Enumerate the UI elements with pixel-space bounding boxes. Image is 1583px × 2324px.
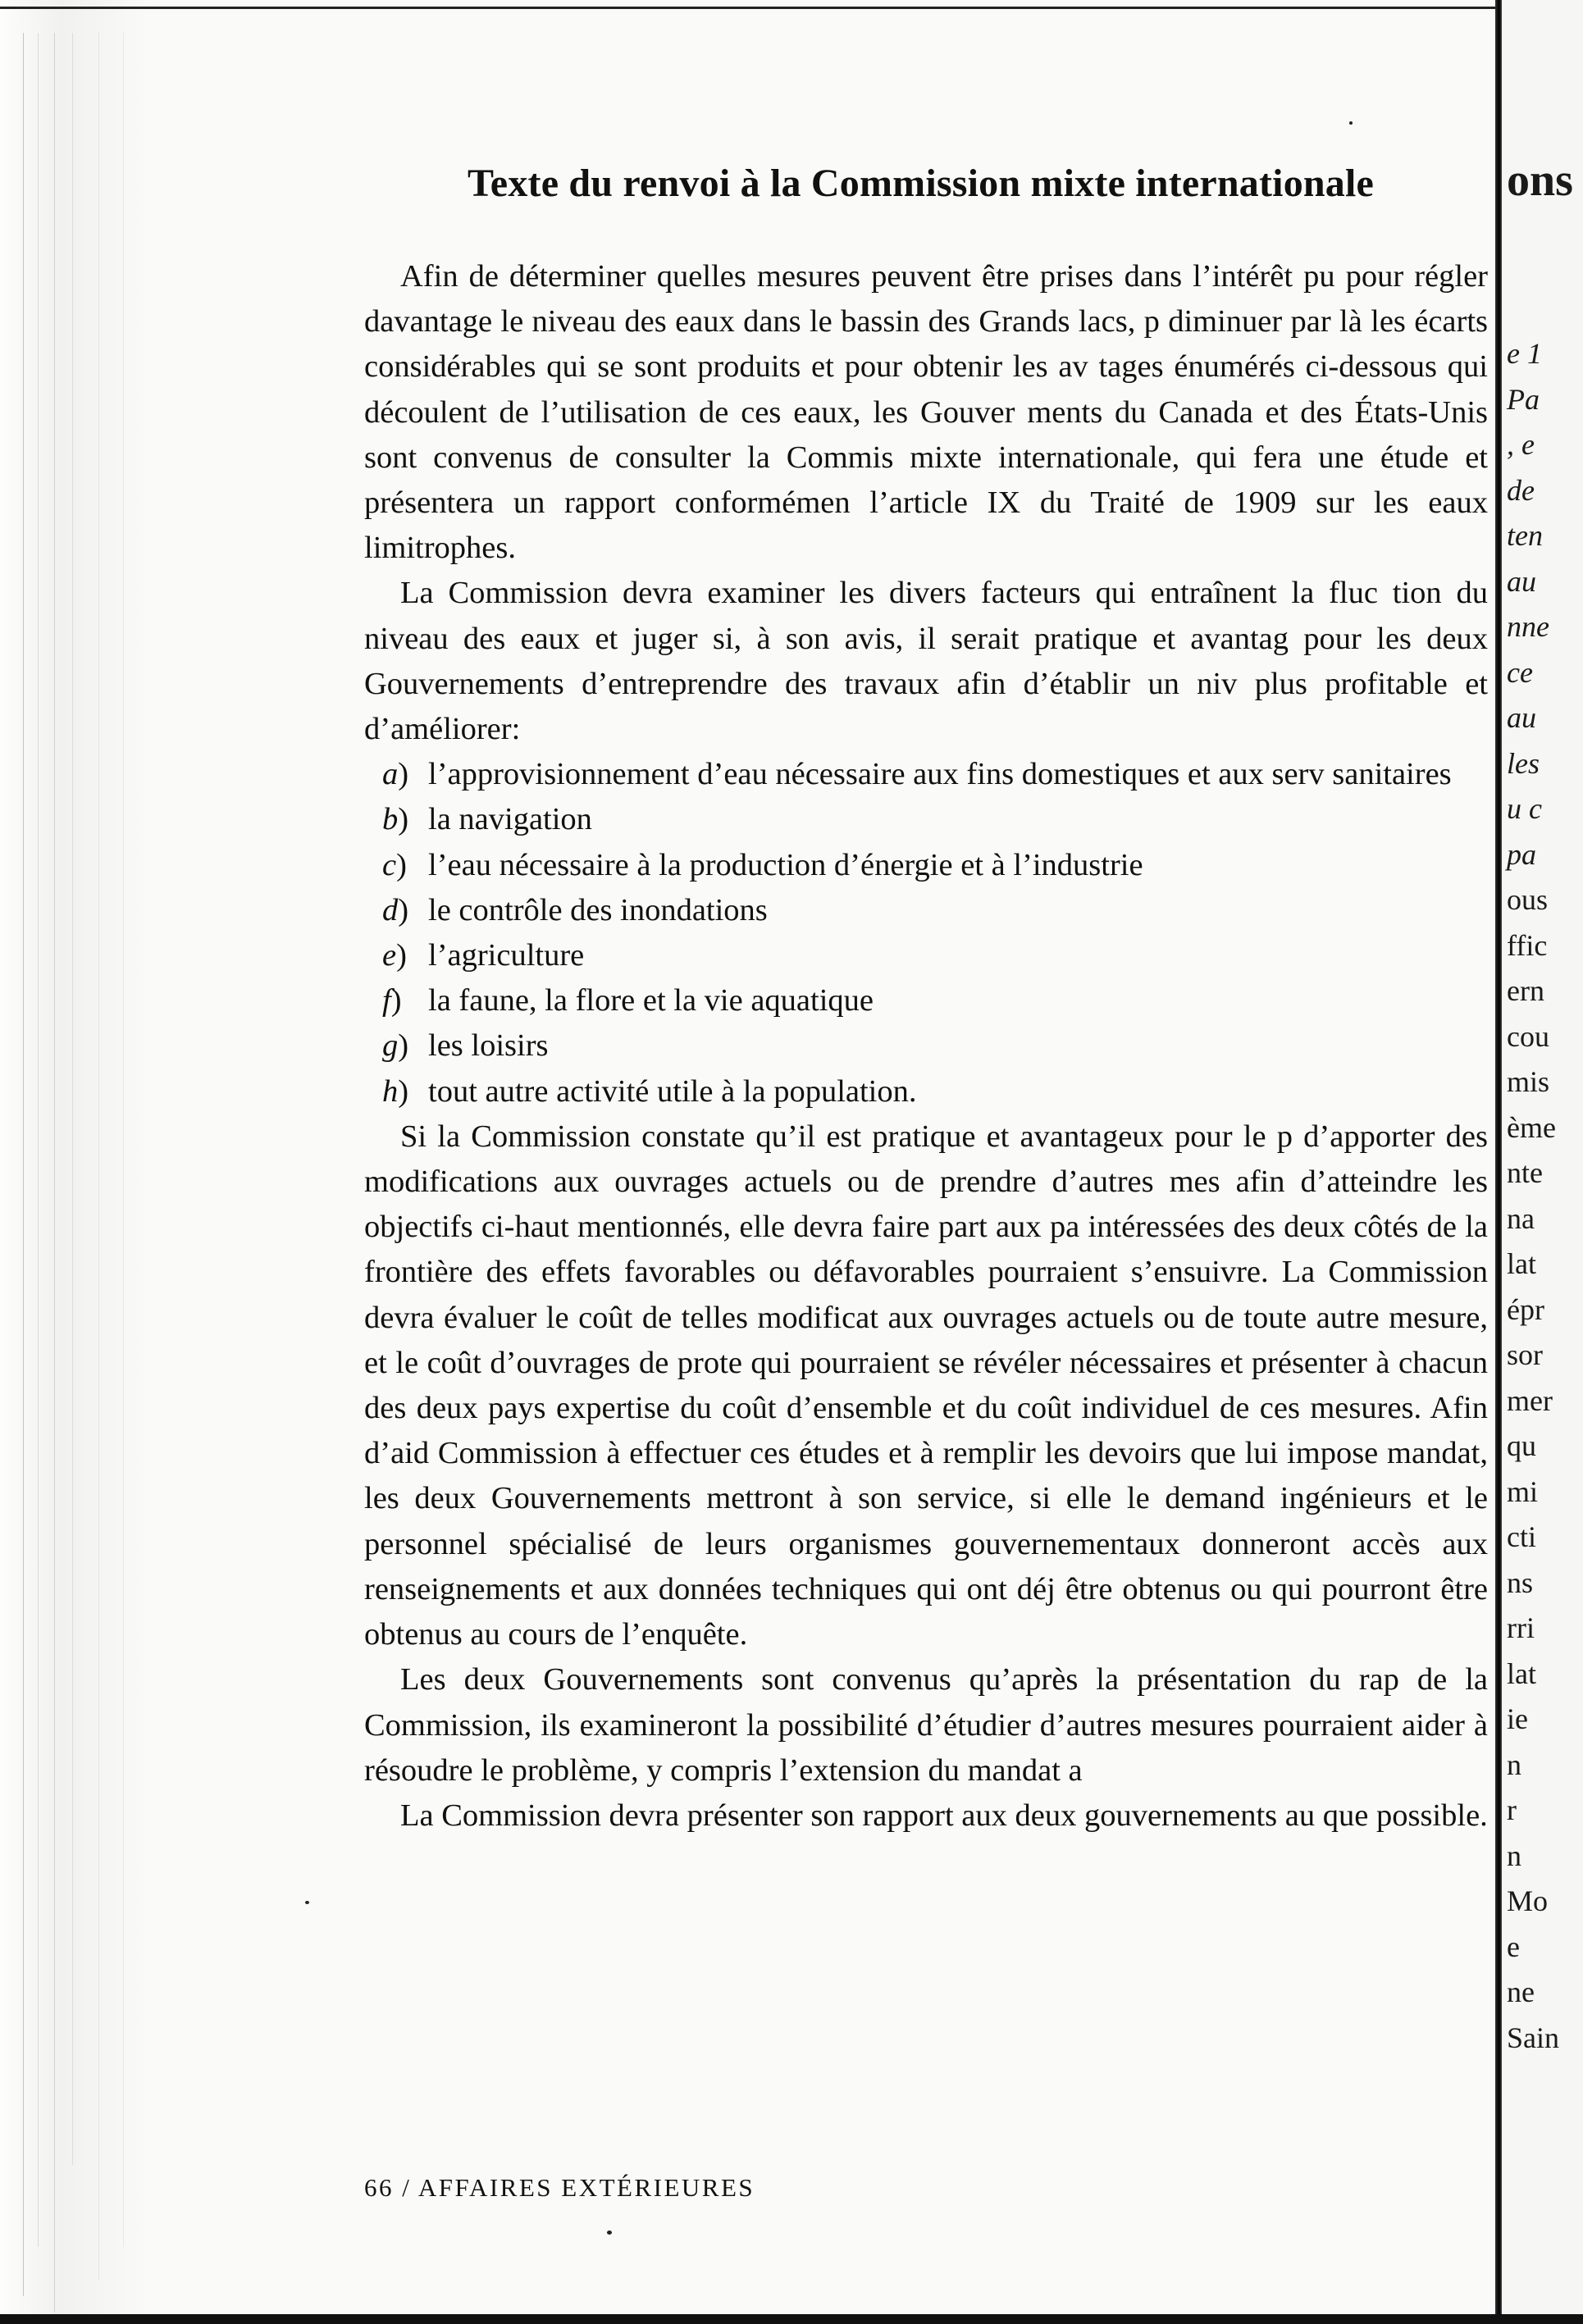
adjacent-line-fragment: Pa — [1507, 382, 1540, 416]
adjacent-line-fragment: n — [1507, 1748, 1521, 1781]
adjacent-line-fragment: ie — [1507, 1702, 1528, 1735]
adjacent-line-fragment: , e — [1507, 428, 1535, 461]
list-item-text: les loisirs — [428, 1028, 549, 1064]
list-marker: c ) — [382, 843, 407, 888]
adjacent-line-fragment: sor — [1507, 1338, 1543, 1371]
paragraph-2: La Commission devra examiner les divers facteurs qui entraînent la fluc tion du niveau des eaux et juger si, à son avis, il serait pratique et avantag pour les deux Gouvernements d’entreprendre des travaux afin d’établir un niv plus profitable et d’améliorer: — [364, 576, 1488, 747]
adjacent-line-fragment: épr — [1507, 1292, 1544, 1326]
paragraph-1: Afin de déterminer quelles mesures peuvent être prises dans l’intérêt pu pour régler davantage le niveau des eaux dans le bassin des Grands lacs, p diminuer par là les écarts considérables qui se sont produits et pour obtenir les av tages énumérés ci-dessous qui découlent de l’utilisation de ces eaux, les Gouver ments du Canada et des États-Unis sont convenus de consulter la Commis mixte internationale, qui fera une étude et présentera un rapport conformémen l’article IX du Traité de 1909 sur les eaux limitrophes. — [364, 259, 1488, 566]
adjacent-line-fragment: ns — [1507, 1565, 1534, 1599]
left-binding-gutter — [0, 0, 152, 2324]
list-item — [382, 888, 1488, 933]
adjacent-line-fragment: de — [1507, 473, 1535, 507]
adjacent-line-fragment: cti — [1507, 1520, 1536, 1553]
list-marker: b ) — [382, 797, 408, 842]
list-marker: d ) — [382, 888, 408, 933]
adjacent-line-fragment: nne — [1507, 610, 1549, 643]
scan-speck — [607, 2231, 612, 2235]
adjacent-line-fragment: r — [1507, 1793, 1517, 1826]
list-item — [382, 1069, 1488, 1114]
list-item-text: l’eau nécessaire à la production d’énergie et à l’industrie — [428, 847, 1143, 882]
scan-speck — [305, 1901, 309, 1904]
adjacent-line-fragment: mi — [1507, 1474, 1539, 1508]
adjacent-line-fragment: e 1 — [1507, 337, 1542, 370]
adjacent-line-fragment: n — [1507, 1839, 1521, 1872]
adjacent-line-fragment: rri — [1507, 1611, 1535, 1644]
scan-line — [98, 33, 99, 2280]
adjacent-line-fragment: au — [1507, 701, 1536, 734]
paragraph-5: La Commission devra présenter son rapport aux deux gouvernements au que possible. — [400, 1798, 1488, 1833]
list-marker: f ) — [382, 978, 402, 1023]
adjacent-line-fragment: Mo — [1507, 1884, 1549, 1917]
list-item-text: la faune, la flore et la vie aquatique — [428, 983, 874, 1018]
list-marker: h ) — [382, 1069, 408, 1114]
scan-line — [38, 33, 39, 2247]
adjacent-page-fragment — [1502, 0, 1583, 2324]
adjacent-line-fragment: au — [1507, 564, 1536, 598]
adjacent-line-fragment: qu — [1507, 1429, 1536, 1462]
list-item — [382, 933, 1488, 978]
adjacent-line-fragment: u c — [1507, 792, 1542, 825]
list-item-text: tout autre activité utile à la population. — [428, 1073, 917, 1109]
adjacent-line-fragment: lat — [1507, 1247, 1536, 1280]
adjacent-title-fragment: ons — [1507, 155, 1573, 206]
adjacent-line-fragment: mis — [1507, 1065, 1550, 1098]
paragraph-4: Les deux Gouvernements sont convenus qu’après la présentation du rap de la Commission, ils examineront la possibilité d’étudier d’autres mesures pourraient aider à résoudre le problème, y compris l’extension du mandat a — [364, 1662, 1488, 1788]
adjacent-line-fragment: nte — [1507, 1156, 1543, 1189]
scan-speck — [1349, 121, 1353, 125]
list-item — [382, 978, 1488, 1023]
adjacent-line-fragment: ème — [1507, 1110, 1556, 1144]
adjacent-line-fragment: e — [1507, 1930, 1520, 1963]
list-marker: g ) — [382, 1023, 408, 1069]
adjacent-line-fragment: les — [1507, 746, 1540, 780]
adjacent-line-fragment: ce — [1507, 655, 1533, 689]
adjacent-line-fragment: ous — [1507, 883, 1549, 916]
scan-line — [23, 33, 24, 2296]
document-body — [364, 254, 1488, 1839]
scan-line — [54, 33, 55, 2313]
adjacent-line-fragment: ten — [1507, 519, 1543, 552]
binding-fold-shadow — [1495, 0, 1502, 2324]
adjacent-line-fragment: ern — [1507, 974, 1544, 1007]
list-item-text: le contrôle des inondations — [428, 892, 768, 927]
adjacent-line-fragment: Sain — [1507, 2021, 1560, 2054]
scan-line — [123, 33, 124, 2247]
adjacent-line-fragment: ffic — [1507, 928, 1548, 962]
adjacent-line-fragment: pa — [1507, 837, 1536, 871]
adjacent-line-fragment: cou — [1507, 1019, 1549, 1053]
list-marker: e ) — [382, 933, 407, 978]
list-marker: a ) — [382, 752, 408, 797]
list-item — [382, 797, 1488, 842]
top-edge-rule — [0, 7, 1501, 9]
page-footer: 66 / AFFAIRES EXTÉRIEURES — [364, 2173, 755, 2202]
adjacent-line-fragment: mer — [1507, 1383, 1553, 1417]
page-title: Texte du renvoi à la Commission mixte internationale — [468, 162, 1375, 205]
adjacent-line-fragment: na — [1507, 1201, 1535, 1235]
list-item-text: la navigation — [428, 802, 592, 837]
list-item-text: l’agriculture — [428, 938, 585, 973]
scan-line — [72, 33, 73, 2165]
bottom-edge-rule — [0, 2314, 1583, 2324]
improvement-list — [364, 752, 1488, 1114]
paragraph-3: Si la Commission constate qu’il est pratique et avantageux pour le p d’apporter des modifications aux ouvrages actuels ou de prendre d’autres mes afin d’atteindre les objectifs ci-haut mentionnés, elle devra faire part aux pa intéressées des deux côtés de la frontière des effets favorables ou défavorables pourraient s’ensuivre. La Commission devra évaluer le coût de telles modificat aux ouvrages actuels ou de toute autre mesure, et le coût d’ouvrages de prote qui pourraient se révéler nécessaires et présenter à chacun des deux pays expertise du coût d’ensemble et du coût individuel de ces mesures. Afin d’aid Commission à effectuer ces études et à remplir les devoirs que lui impose mandat, les deux Gouvernements mettront à son service, si elle le demand ingénieurs et le personnel spécialisé de leurs organismes gouvernementaux donneront accès aux renseignements et aux données techniques qui ont déj être obtenus ou qui pourront être obtenus au cours de l’enquête. — [364, 1119, 1488, 1652]
adjacent-line-fragment: lat — [1507, 1656, 1536, 1690]
list-item — [382, 752, 1488, 797]
list-item — [382, 843, 1488, 888]
list-item — [382, 1023, 1488, 1069]
adjacent-line-fragment: ne — [1507, 1975, 1535, 2008]
list-item-text: l’approvisionnement d’eau nécessaire aux fins domestiques et aux serv sanitaires — [428, 757, 1452, 792]
